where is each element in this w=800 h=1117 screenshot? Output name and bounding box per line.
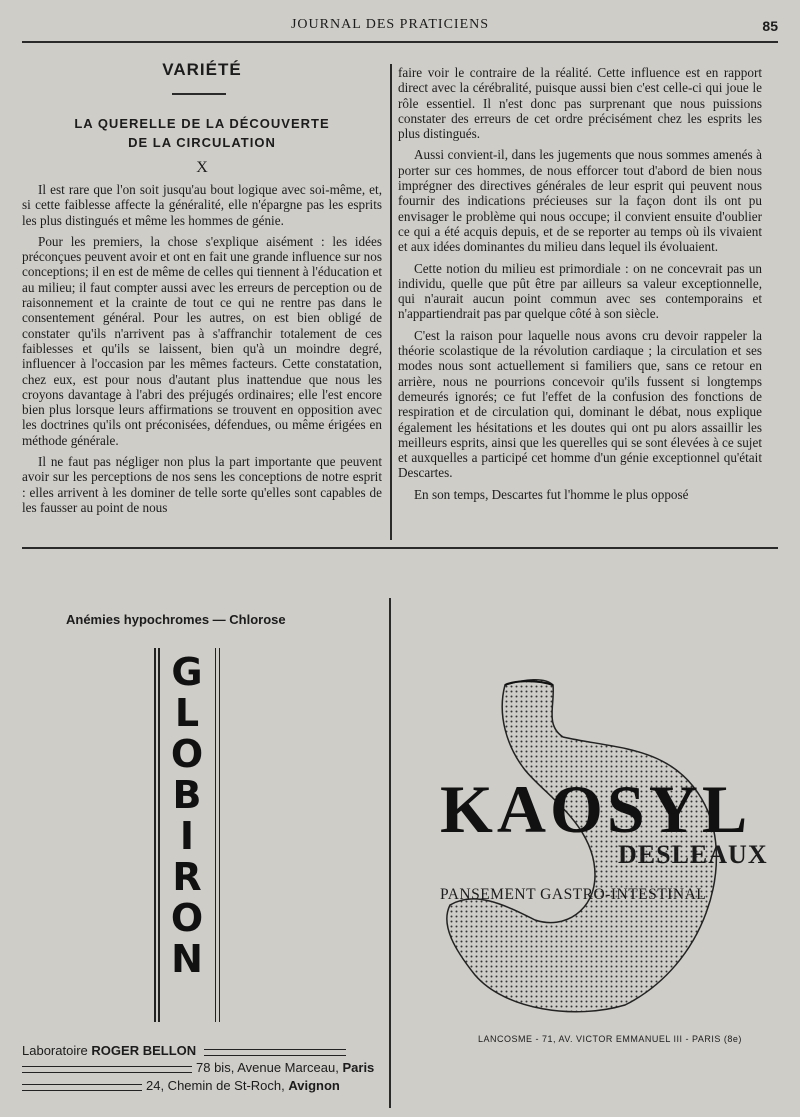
article-bottom-rule <box>22 547 778 549</box>
header-rule <box>22 41 778 43</box>
globiron-letter: L <box>174 691 200 735</box>
decorative-double-rule <box>22 1066 192 1073</box>
article-column-right <box>398 65 762 508</box>
article-title-line-2: DE LA CIRCULATION <box>128 135 276 150</box>
address-avignon-city: Avignon <box>288 1078 340 1093</box>
running-header <box>0 17 800 41</box>
address-avignon <box>146 1078 340 1093</box>
address-avignon-street: 24, Chemin de St-Roch, <box>146 1078 285 1093</box>
decorative-double-rule <box>22 1084 142 1091</box>
address-paris-city: Paris <box>342 1060 375 1075</box>
paragraph: Cette notion du milieu est primordiale : on ne concevrait pas un individu, quelle que pût être par ailleurs sa valeur exceptionnelle, qui n'aurait aucun point commun avec ses contemporains et n'appartiendrait pas par quelque côté à son siècle. <box>398 260 762 322</box>
globiron-caption: Anémies hypochromes — Chlorose <box>66 612 286 627</box>
globiron-letter: G <box>171 650 203 694</box>
decorative-double-rule <box>204 1049 346 1056</box>
globiron-word <box>163 652 211 980</box>
globiron-letter: N <box>171 937 203 981</box>
paragraph: faire voir le contraire de la réalité. Cette influence est en rapport direct avec la cérébralité, puisque aussi bien c'est celle-ci qui joue le rôle essentiel. Il n'est donc pas surprenant que nous puissions constater des erreurs de cet ordre précisément chez les esprits les plus distingués. <box>398 65 762 142</box>
globiron-letter: O <box>170 896 204 940</box>
journal-title: JOURNAL DES PRATICIENS <box>290 17 490 32</box>
title-divider <box>172 93 226 95</box>
article-title <box>22 114 382 152</box>
laboratory-prefix: Laboratoire <box>22 1043 88 1058</box>
paragraph: Il ne faut pas négliger non plus la part importante que peuvent avoir sur les perceptions de nos sens les conceptions de notre esprit : elles arrivent à les dominer de telle sorte qu'elles sont capables de les fausser au point de nous <box>22 454 382 515</box>
paragraph: C'est la raison pour laquelle nous avons cru devoir rappeler la théorie scolastique de la révolution cardiaque ; la circulation et ses modes nous sont actuellement si familiers que, sans ce retour en arrière, nous ne pourrions concevoir qu'ils fussent si longtemps demeurés ignorés; ce fut l'effet de la confusion des fonctions de respiration et de circulation qui, dominant le débat, nous explique également les hésitations et les doutes qui ont pu alors assaillir les meilleurs esprits, ainsi que les querelles qui se sont élevées à ce sujet et auxquelles a participé cet homme d'un génie exceptionnel qu'était Descartes. <box>398 327 762 481</box>
kaosyl-maker: DESLEAUX <box>618 840 768 869</box>
paragraph: Il est rare que l'on soit jusqu'au bout logique avec soi-même, et, si cette faiblesse affecte la généralité, elle n'épargne pas les esprits les plus distingués et même les hommes de génie. <box>22 182 382 228</box>
page-number: 85 <box>762 18 778 34</box>
paragraph: En son temps, Descartes fut l'homme le plus opposé <box>414 486 689 502</box>
globiron-letter: O <box>170 732 204 776</box>
kaosyl-brand: KAOSYL <box>440 771 752 847</box>
article-column-left <box>22 182 382 521</box>
globiron-logo <box>154 648 220 1022</box>
article-title-line-1: LA QUERELLE DE LA DÉCOUVERTE <box>74 116 330 131</box>
paragraph: Aussi convient-il, dans les jugements que nous sommes amenés à porter sur ces hommes, de nous efforcer tout d'abord de bien nous imprégner des directives générales de leur esprit qui peuvent nous fournir des indications précieuses sur la façon dont ils ont pu envisager le problème qui nous occupe; il convient ensuite d'oublier ce qui a été acquis depuis, et de se reporter au temps où ils vivaient et aux idées dominantes du milieu dans lequel ils évoluaient. <box>398 147 762 255</box>
laboratory-name <box>22 1043 196 1058</box>
address-paris <box>196 1060 374 1075</box>
address-paris-street: 78 bis, Avenue Marceau, <box>196 1060 339 1075</box>
column-divider <box>390 64 392 540</box>
paragraph: Pour les premiers, la chose s'explique aisément : les idées préconçues peuvent avoir et ont en fait une grande influence sur nos conceptions; il en est de même de celles qui tiennent à l'éducation et au milieu; il faut compter aussi avec les erreurs de perception ou de raisonnement et la crainte de tout ce qui ne rentre pas dans le consentement général. Pour les autres, on est bien obligé de constater qu'ils n'arrivent pas à s'affranchir totalement de ces faiblesses et qu'ils se laissent, bien qu'à un moindre degré, influencer à l'occasion par les mêmes facteurs. Cette constatation, chez eux, est pour nous d'autant plus inattendue que nous les croyons davantage à l'abri des préjugés ordinaires; elle l'est encore bien plus lorsque leurs affirmations se trouvent en opposition avec les doctrines qu'ils ont préconisées, défendues, ou même érigées en méthode générale. <box>22 233 382 448</box>
kaosyl-tagline: PANSEMENT GASTRO-INTESTINAL <box>440 886 707 903</box>
ads-divider <box>389 598 391 1108</box>
globiron-letter: B <box>172 773 202 817</box>
kaosyl-address: LANCOSME - 71, AV. VICTOR EMMANUEL III - PARIS (8e) <box>478 1034 742 1044</box>
globiron-letter: I <box>179 814 195 858</box>
section-title: VARIÉTÉ <box>162 60 242 79</box>
laboratory-brand: ROGER BELLON <box>91 1043 197 1058</box>
chapter-number: X <box>196 159 208 176</box>
globiron-letter: R <box>172 855 202 899</box>
